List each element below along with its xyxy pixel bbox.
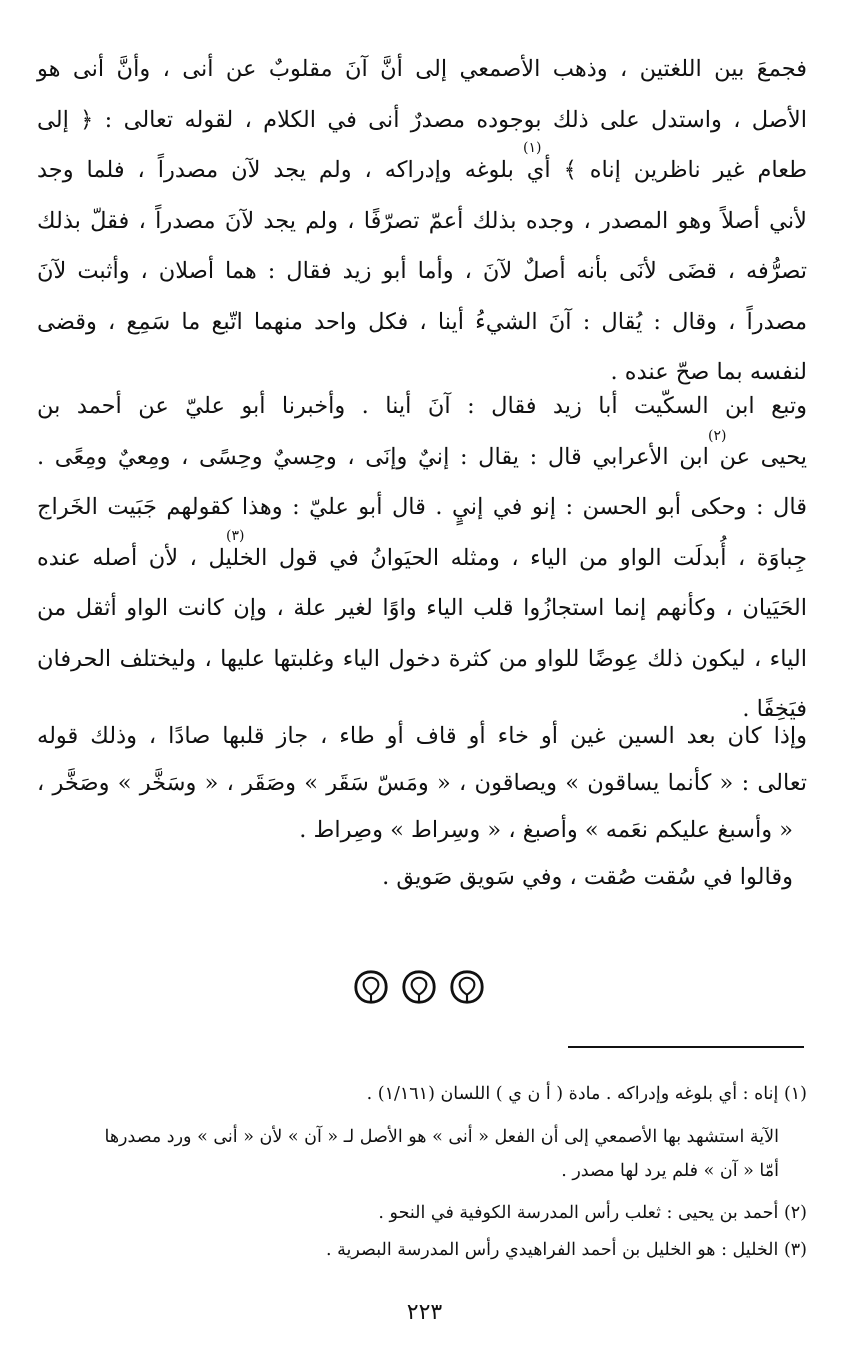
footnote-1 — [37, 1079, 807, 1110]
page-number: ٢٢٣ — [406, 1300, 443, 1325]
text-line: وتبع ابن السكّيت أبا زيد فقال : آنَ أينا . وأخبرنا أبو عليّ عن أحمد بن — [37, 393, 807, 419]
footnote-label: (٣) — [783, 1240, 807, 1260]
text-line: مصدراً ، وقال : يُقال : آنَ الشيءُ أينا ، فكل واحد منهما اتّبع ما سَمِع ، وقضى — [37, 308, 807, 335]
text-line: الياء ، ليكون ذلك عِوضًا للواو من كثرة دخول الياء وغلبتها عليها ، وليختلف الحرفان — [37, 645, 807, 672]
text-line: لأني أصلاً وهو المصدر ، وجده بذلك أعمّ تصرّفًا ، ولم يجد لآنَ مصدراً ، فقلّ بذلك — [37, 207, 807, 234]
footnote-text: أمّا « آن » فلم يرد لها مصدر . — [561, 1161, 779, 1181]
footnote-text: الآية استشهد بها الأصمعي إلى أن الفعل « أنى » هو الأصل لـ « آن » لأن « أنى » ورد مصدرها — [104, 1127, 779, 1147]
footnote-text: أحمد بن يحيى : ثعلب رأس المدرسة الكوفية في النحو . — [378, 1203, 779, 1223]
text-line: وإذا كان بعد السين غين أو خاء أو قاف أو طاء ، جاز قلبها صادًا ، وذلك قوله — [37, 723, 807, 749]
footnote-label: (١) — [783, 1084, 807, 1104]
text-line: لنفسه بما صحّ عنده . — [610, 359, 807, 385]
floral-ornament-icon — [352, 968, 390, 1006]
text-line: طعام غير ناظرين إناه ﴾ أي بلوغه وإدراكه ، ولم يجد لآن مصدراً ، فلما وجد — [37, 157, 807, 183]
footnote-separator — [568, 1046, 804, 1048]
footnote-1-continuation — [37, 1122, 807, 1153]
text-line: وقالوا في سُقت صُقت ، وفي سَويق صَويق . — [382, 864, 793, 890]
text-line: تعالى : « كأنما يساقون » ويصاقون ، « ومَسّ سَقَر » وصَقَر ، « وسَخَّر » وصَخَّر ، — [37, 770, 807, 796]
footnote-1-continuation — [37, 1156, 807, 1187]
text-line: الحَيَيان ، وكأنهم إنما استجازُوا قلب الياء واوًا لغير علة ، وإن كانت الواو أثقل من — [37, 595, 807, 621]
text-line: قال : وحكى أبو الحسن : إنو في إنيٍ . قال أبو عليّ : وهذا كقولهم جَبَيت الخَراج — [37, 494, 807, 520]
text-line: « وأسبغ عليكم نعَمه » وأصبغ ، « وسِراط » وصِراط . — [299, 817, 793, 843]
footnote-text: إناه : أي بلوغه وإدراكه . مادة ( أ ن ي ) اللسان (١/١٦١) . — [366, 1084, 779, 1104]
text-line: يحيى عن ابن الأعرابي قال : يقال : إنيٌ وإنَى ، وحِسيٌ وحِسًى ، ومِعيٌ ومِعًى . — [37, 443, 807, 470]
section-ornaments — [352, 968, 492, 1014]
footnote-3 — [37, 1235, 807, 1266]
paragraph-3 — [37, 713, 807, 901]
footnote-text: الخليل : هو الخليل بن أحمد الفراهيدي رأس المدرسة البصرية . — [326, 1240, 779, 1260]
text-line: فجمعَ بين اللغتين ، وذهب الأصمعي إلى أنَّ آنَ مقلوبٌ عن أنى ، وأنَّ أنى هو — [37, 56, 807, 82]
paragraph-2 — [37, 381, 807, 735]
footnote-2 — [37, 1198, 807, 1229]
paragraph-1 — [37, 44, 807, 398]
floral-ornament-icon — [400, 968, 438, 1006]
text-line: تصرُّفه ، قضَى لأنَى بأنه أصلٌ لآنَ ، وأما أبو زيد فقال : هما أصلان ، وأثبت لآنَ — [37, 258, 807, 284]
text-line: فيَخِفًا . — [742, 696, 807, 722]
text-line: الأصل ، واستدل على ذلك بوجوده مصدرٌ أنى في الكلام ، لقوله تعالى : ﴿ إلى — [37, 106, 807, 133]
text-line: جِباوَة ، أُبدلَت الواو من الياء ، ومثله الحيَوانُ في قول الخليل ، لأن أصله عنده — [37, 544, 807, 571]
book-page: فجمعَ بين اللغتين ، وذهب الأصمعي إلى أنَّ آنَ مقلوبٌ عن أنى ، وأنَّ أنى هو الأصل ، واستدل على ذلك بوجوده مصدرٌ أنى في الكلام ، لقوله تعالى : ﴿ إلى طعام غير ناظرين إناه ﴾ أي بلوغه وإدراكه ، ولم يجد لآن مصدراً ، فلما وجد لأني أصلاً وهو المصدر ، وجده بذلك أعمّ تصرّفًا ، ولم يجد لآنَ مصدراً ، فقلّ بذلك تصرُّفه ، قضَى لأنَى بأنه أصلٌ لآنَ ، وأما أبو زيد فقال : هما أصلان ، وأثبت لآنَ مصدراً ، وقال : يُقال : آنَ الشيءُ أينا ، فكل واحد منهما اتّبع ما سَمِع ، وقضى لنفسه بما صحّ عنده . (١) وتبع ابن السكّيت أبا زيد فقال : آنَ أينا . وأخبرنا أبو عليّ عن أحمد بن يحيى عن ابن الأعرابي قال : يقال : إنيٌ وإنَى ، وحِسيٌ وحِسًى ، ومِعيٌ ومِعًى . قال : وحكى أبو الحسن : إنو في إنيٍ . قال أبو عليّ : وهذا كقولهم جَبَيت الخَراج جِباوَة ، أُبدلَت الواو من الياء ، ومثله الحيَوانُ في قول الخليل ، لأن أصله عنده الحَيَيان ، وكأنهم إنما استجازُوا قلب الياء واوًا لغير علة ، وإن كانت الواو أثقل من الياء ، ليكون ذلك عِوضًا للواو من كثرة دخول الياء وغلبتها عليها ، وليختلف الحرفان فيَخِفًا . (٢) (٣) وإذا كان بعد السين غين أو خاء أو قاف أو طاء ، جاز قلبها صادًا ، وذلك قوله تعالى : « كأنما يساقون » ويصاقون ، « ومَسّ سَقَر » وصَقَر ، « وسَخَّر » وصَخَّر ، « وأسبغ عليكم نعَمه » وأصبغ ، « وسِراط » وصِراط . وقالوا في سُقت صُقت ، وفي سَويق صَويق . (١) إناه : أي بلوغه وإدراكه . مادة ( أ ن ي ) اللسان (١/١٦١) . الآية استشهد بها الأصمعي إلى أن الفعل « أنى » هو الأصل لـ « آن » لأن « أنى » ورد مصدرها أمّا « آن » فلم يرد لها مصدر . (٢) أحمد بن يحيى : ثعلب رأس المدرسة الكوفية في النحو . (٣) الخليل : هو الخليل بن أحمد الفراهيدي رأس المدرسة البصرية . ٢٢٣ — [0, 0, 849, 1366]
floral-ornament-icon — [448, 968, 486, 1006]
footnote-label: (٢) — [783, 1203, 807, 1223]
